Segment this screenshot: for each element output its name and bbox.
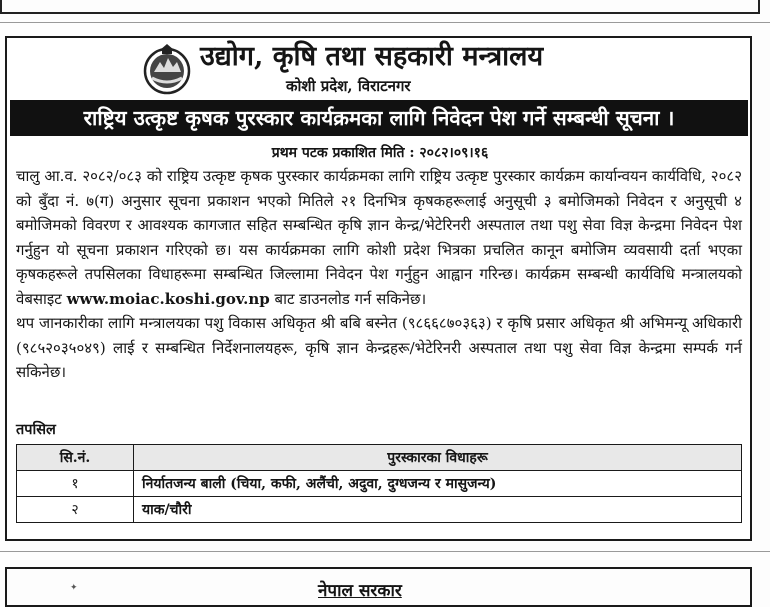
next-notice-heading: नेपाल सरकार xyxy=(318,581,402,601)
table-header-row xyxy=(17,445,742,471)
publish-date: प्रथम पटक प्रकाशित मिति : २०८२।०९।१६ xyxy=(271,145,489,161)
province-line: कोशी प्रदेश, विराटनगर xyxy=(286,77,411,95)
website-link[interactable]: www.moiac.koshi.gov.np xyxy=(66,289,270,308)
paragraph-1-text: चालु आ.व. २०८२/०८३ को राष्ट्रिय उत्कृष्ट कृषक पुरस्कार कार्यक्रमका लागि राष्ट्रिय उत्कृष्ट पुरस्कार कार्यक्रम कार्यान्वयन कार्यविधि, २०८२ को बुँदा नं. ७(ग) अनुसार सूचना प्रकाशन भएको मितिले २१ दिनभित्र कृषकहरूलाई अनुसूची ३ बमोजिमको निवेदन र अनुसूची ४ बमोजिमको विवरण र आवश्यक कागजात सहित सम्बन्धित कृषि ज्ञान केन्द्र/भेटेरिनरी अस्पताल तथा पशु सेवा विज्ञ केन्द्रमा निवेदन पेश गर्नुहुन यो सूचना प्रकाशन गरिएको छ। यस कार्यक्रमका लागि कोशी प्रदेश भित्रका प्रचलित कानून बमोजिम व्यवसायी दर्ता भएका कृषकहरूले तपसिलका विधाहरूमा सम्बन्धित जिल्लामा निवेदन पेश गर्नुहुन आह्वान गरिन्छ। कार्यक्रम सम्बन्धी कार्यविधि मन्त्रालयको वेबसाइट xyxy=(16,167,742,308)
separator-top xyxy=(0,22,770,23)
table-row xyxy=(17,497,742,523)
header-serial: सि.नं. xyxy=(17,445,134,471)
paragraph-1-end: बाट डाउनलोड गर्न सकिनेछ। xyxy=(274,289,427,308)
tapasil-label: तपसिल xyxy=(16,421,56,438)
row-category: याक/चौरी xyxy=(134,497,742,523)
nepal-emblem-icon xyxy=(140,42,194,96)
row-serial: १ xyxy=(17,471,134,497)
award-categories-table xyxy=(16,444,742,523)
table-row xyxy=(17,471,742,497)
previous-notice-box xyxy=(0,0,760,14)
paragraph-2: थप जानकारीका लागि मन्त्रालयका पशु विकास अधिकृत श्री बबि बस्नेत (९८६६८७०३६३) र कृषि प्रसार अधिकृत श्री अभिमन्यू अधिकारी (९८५२०३५०४९) लाई र सम्बन्धित निर्देशनालयहरू, कृषि ज्ञान केन्द्रहरू/भेटेरिनरी अस्पताल तथा पशु सेवा विज्ञ केन्द्रमा सम्पर्क गर्न सकिनेछ। xyxy=(16,314,742,381)
header-category: पुरस्कारका विधाहरू xyxy=(134,445,742,471)
notice-body xyxy=(16,164,742,385)
ministry-title: उद्योग, कृषि तथा सहकारी मन्त्रालय xyxy=(200,41,544,72)
row-category: निर्यातजन्य बाली (चिया, कफी, अलैंची, अदुवा, दुग्धजन्य र मासुजन्य) xyxy=(134,471,742,497)
separator-bottom xyxy=(0,551,770,552)
paragraph-1 xyxy=(16,164,742,311)
next-notice-emblem-icon: ✦ xyxy=(70,583,78,593)
notice-banner-title: राष्ट्रिय उत्कृष्ट कृषक पुरस्कार कार्यक्रमका लागि निवेदन पेश गर्ने सम्बन्धी सूचना । xyxy=(10,100,748,136)
row-serial: २ xyxy=(17,497,134,523)
